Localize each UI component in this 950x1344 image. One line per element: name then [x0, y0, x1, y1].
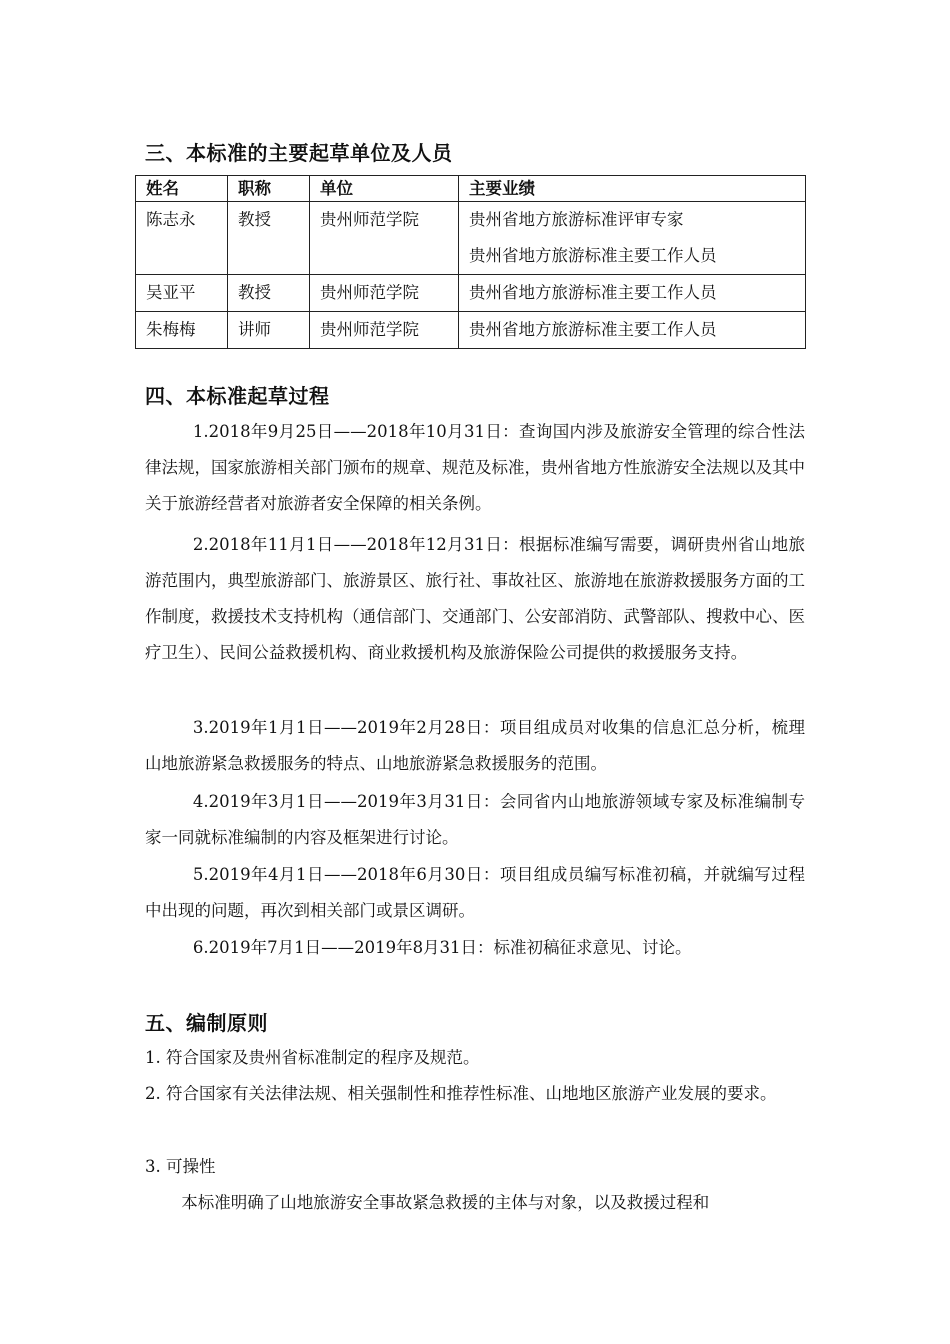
header-name: 姓名 — [136, 176, 228, 202]
section-3-heading: 三、本标准的主要起草单位及人员 — [145, 141, 453, 165]
process-step-6: 6.2019年7月1日——2019年8月31日：标准初稿征求意见、讨论。 — [192, 938, 692, 957]
achievement-line: 贵州省地方旅游标准主要工作人员 — [469, 246, 717, 265]
drafting-staff-table — [135, 175, 806, 349]
cell-unit: 贵州师范学院 — [310, 312, 459, 349]
achievement-line: 贵州省地方旅游标准主要工作人员 — [469, 283, 717, 302]
table-row — [136, 275, 806, 312]
cell-achievements — [459, 275, 806, 312]
achievement-line: 贵州省地方旅游标准评审专家 — [469, 210, 684, 229]
process-step-5: 5.2019年4月1日——2018年6月30日：项目组成员编写标准初稿，并就编写过程中出现的问题，再次到相关部门或景区调研。 — [145, 865, 805, 920]
process-step-4: 4.2019年3月1日——2019年3月31日：会同省内山地旅游领域专家及标准编制专家一同就标准编制的内容及框架进行讨论。 — [145, 792, 805, 847]
cell-unit: 贵州师范学院 — [310, 202, 459, 275]
header-unit: 单位 — [310, 176, 459, 202]
section-5-heading: 五、编制原则 — [145, 1011, 268, 1035]
table-row — [136, 202, 806, 275]
process-step-2: 2.2018年11月1日——2018年12月31日：根据标准编写需要，调研贵州省山地旅游范围内，典型旅游部门、旅游景区、旅行社、事故社区、旅游地在旅游救援服务方面的工作制度，救援技术支持机构（通信部门、交通部门、公安部消防、武警部队、搜救中心、医疗卫生）、民间公益救援机构、商业救援机构及旅游保险公司提供的救援服务支持。 — [145, 535, 805, 662]
header-achievements: 主要业绩 — [459, 176, 806, 202]
process-step-3: 3.2019年1月1日——2019年2月28日：项目组成员对收集的信息汇总分析，梳理山地旅游紧急救援服务的特点、山地旅游紧急救援服务的范围。 — [145, 718, 805, 773]
cell-title: 教授 — [228, 202, 310, 275]
cell-title: 讲师 — [228, 312, 310, 349]
cell-achievements — [459, 312, 806, 349]
header-title: 职称 — [228, 176, 310, 202]
section-4-heading: 四、本标准起草过程 — [145, 384, 330, 408]
table-header-row — [136, 176, 806, 202]
cell-achievements — [459, 202, 806, 275]
cell-title: 教授 — [228, 275, 310, 312]
table-row — [136, 312, 806, 349]
cell-name: 朱梅梅 — [136, 312, 228, 349]
cell-unit: 贵州师范学院 — [310, 275, 459, 312]
principle-3-body: 本标准明确了山地旅游安全事故紧急救援的主体与对象，以及救援过程和 — [181, 1193, 710, 1212]
principle-2: 2. 符合国家有关法律法规、相关强制性和推荐性标准、山地地区旅游产业发展的要求。 — [145, 1084, 777, 1103]
process-step-1: 1.2018年9月25日——2018年10月31日：查询国内涉及旅游安全管理的综合性法律法规，国家旅游相关部门颁布的规章、规范及标准，贵州省地方性旅游安全法规以及其中关于旅游经营者对旅游者安全保障的相关条例。 — [145, 422, 805, 513]
principle-3: 3. 可操性 — [145, 1157, 216, 1176]
cell-name: 陈志永 — [136, 202, 228, 275]
achievement-line: 贵州省地方旅游标准主要工作人员 — [469, 320, 717, 339]
cell-name: 吴亚平 — [136, 275, 228, 312]
principle-1: 1. 符合国家及贵州省标准制定的程序及规范。 — [145, 1048, 480, 1067]
